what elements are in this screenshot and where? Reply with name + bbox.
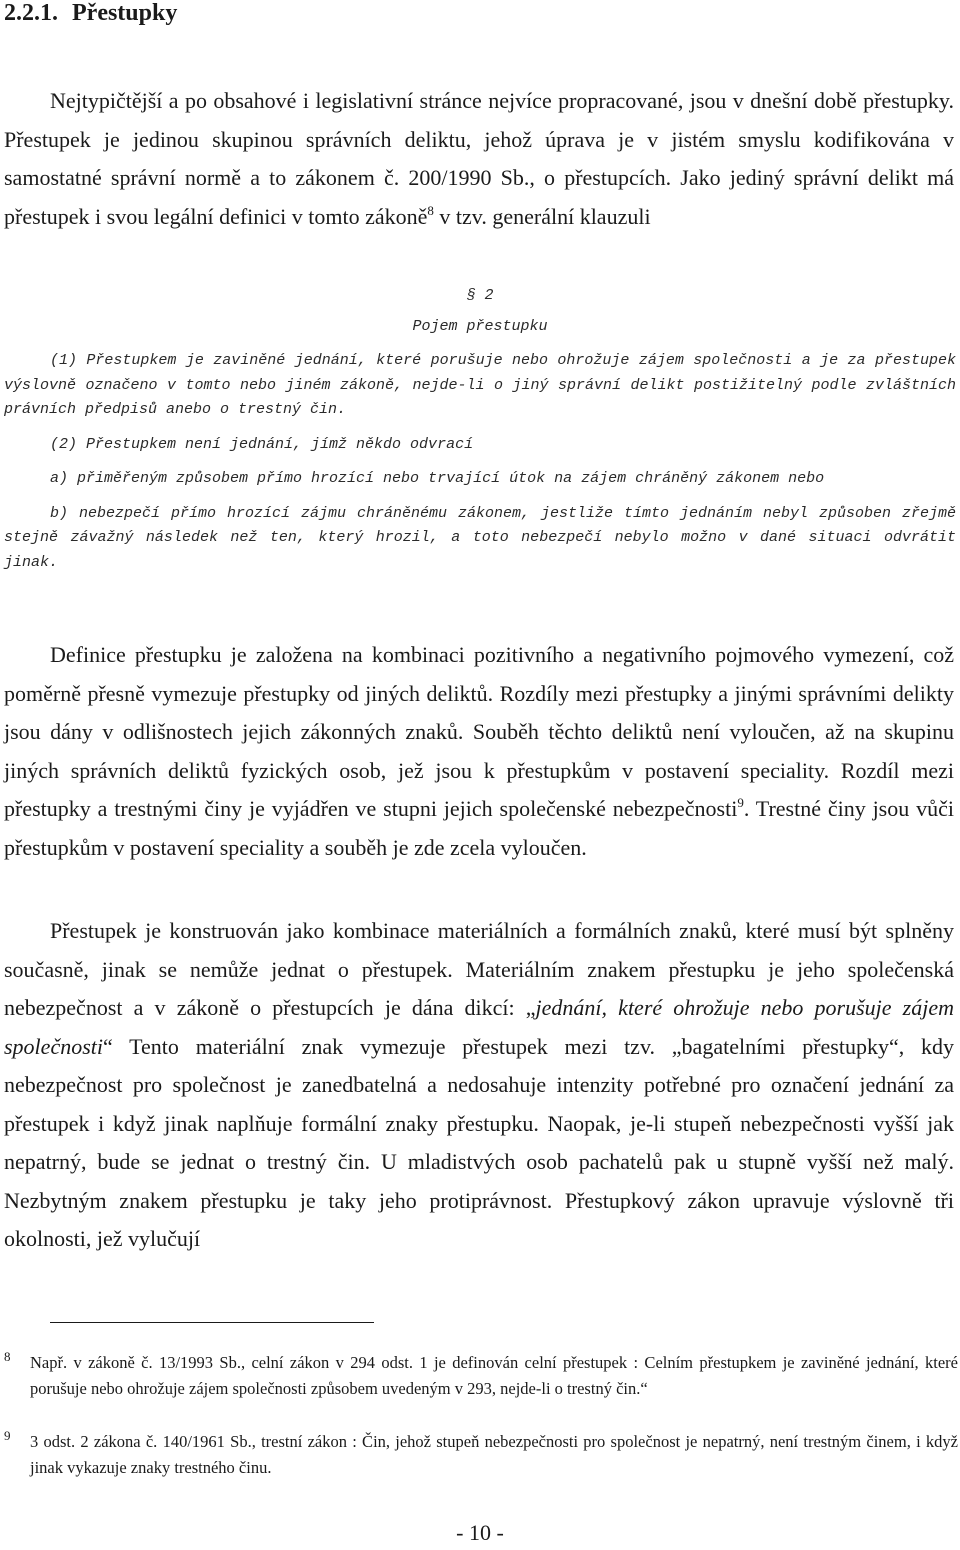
intro-text-a: Nejtypičtější a po obsahové i legislativní stránce nejvíce propracované, jsou v dnešní době přestupky. Přestupek je jedinou skupinou správních deliktu, jehož úprava je v jistém smyslu kodifikována v samostatné správní normě a to zákonem č. 200/1990 Sb., o přestupcích. Jako jediný správní delikt má přestupek i svou legální definici v tomto zákoně <box>4 88 954 229</box>
material-sign-paragraph <box>4 912 954 1259</box>
law-paragraph-1: (1) Přestupkem je zaviněné jednání, které porušuje nebo ohrožuje zájem společnosti a je za přestupek výslovně označeno v tomto nebo jiném zákoně, nejde-li o jiný správní delikt postižitelný podle zvláštních právních předpisů anebo o trestný čin. <box>4 352 956 418</box>
law-section-symbol: § 2 <box>466 287 494 304</box>
law-excerpt <box>4 284 956 575</box>
para3-quote: jednání, které ohrožuje nebo porušuje zájem společnosti <box>4 995 955 1059</box>
footnote-ref-8[interactable]: 8 <box>427 202 434 218</box>
law-paragraph-2b: b) nebezpečí přímo hrozící zájmu chráněnému zákonem, jestliže tímto jednáním nebyl způsoben zřejmě stejně závažný následek než ten, který hrozil, a toto nebezpečí nebylo možno v dané situaci odvrátit jinak. <box>4 504 956 571</box>
para2-text-b: . Trestné činy jsou vůči přestupkům v postavení speciality a souběh je zde zcela vyloučen. <box>4 796 954 860</box>
footnote-8 <box>4 1350 958 1401</box>
page-number: - 10 - <box>456 1520 504 1545</box>
law-paragraph-2: (2) Přestupkem není jednání, jímž někdo odvrací <box>50 435 474 453</box>
footnote-divider <box>50 1322 374 1323</box>
intro-text-b: v tzv. generální klauzuli <box>433 203 651 229</box>
para2-text-a: Definice přestupku je založena na kombinaci pozitivního a negativního pojmového vymezení, což poměrně přesně vymezuje přestupky od jiných deliktů. Rozdíly mezi přestupky a jinými správními delikty jsou dány v odlišnostech jejich zákonných znaků. Souběh těchto deliktů není vyloučen, až na skupinu jiných správních deliktů fyzických osob, jež jsou k přestupkům v postavení speciality. Rozdíl mezi přestupky a trestnými činy je vyjádřen ve stupni jejich společenské nebezpečnosti <box>4 642 954 821</box>
footnote-text: 3 odst. 2 zákona č. 140/1961 Sb., trestní zákon : Čin, jehož stupeň nebezpečnosti pro společnost je nepatrný, není trestným činem, i když jinak vykazuje znaky trestného činu. <box>30 1432 958 1477</box>
section-number: 2.2.1. <box>4 0 58 26</box>
law-paragraph-2a: a) přiměřeným způsobem přímo hrozící nebo trvající útok na zájem chráněný zákonem nebo <box>50 470 825 487</box>
law-title: Pojem přestupku <box>412 317 548 335</box>
para3-text-b: “ Tento materiální znak vymezuje přestupek mezi tzv. „bagatelními přestupky“, kdy nebezpečnost pro společnost je zanedbatelná a nedosahuje intenzity potřebné pro označení jednání za přestupek i když jinak naplňuje formální znaky přestupku. Naopak, je-li stupeň nebezpečnosti vyšší jak nepatrný, bude se jednat o trestný čin. U mladistvých osob pachatelů pak u stupně vyšší než malý. Nezbytným znakem přestupku je taky jeho protiprávnost. Přestupkový zákon upravuje výslovně tři okolnosti, jež vylučují <box>4 1033 954 1251</box>
footnote-number: 9 <box>4 1428 11 1443</box>
section-heading <box>4 0 191 27</box>
footnote-text: Např. v zákoně č. 13/1993 Sb., celní zákon v 294 odst. 1 je definován celní přestupek : Celním přestupkem je zaviněné jednání, které porušuje nebo ohrožuje zájem společnosti způsobem uvedeným v 293, nejde-li o trestný čin.“ <box>30 1353 958 1398</box>
intro-paragraph <box>4 82 954 236</box>
para3-text-a: Přestupek je konstruován jako kombinace materiálních a formálních znaků, které musí být splněny současně, jinak se nemůže jednat o přestupek. Materiálním znakem přestupku je jeho společenská nebezpečnost a v zákoně o přestupcích je dána dikcí: „ <box>4 918 954 1020</box>
section-title: Přestupky <box>72 0 178 26</box>
footnote-number: 8 <box>4 1349 11 1364</box>
definition-paragraph <box>4 636 954 867</box>
footnote-ref-9[interactable]: 9 <box>737 795 744 810</box>
footnote-9 <box>4 1429 958 1480</box>
